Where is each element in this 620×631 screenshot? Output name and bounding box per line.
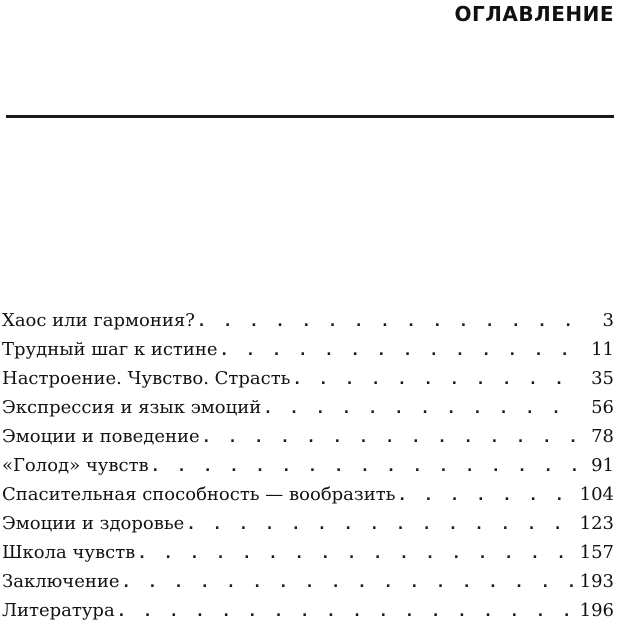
toc-entry-title: Заключение: [2, 571, 120, 592]
toc-entry-title: Спасительная способность — вообразить: [2, 484, 396, 505]
toc-entry: [2, 393, 614, 422]
toc-entry-title: Школа чувств: [2, 542, 136, 563]
toc-entry-title: «Голод» чувств: [2, 455, 149, 476]
toc-entry-page: 196: [579, 600, 614, 621]
toc-entry-title: Эмоции и поведение: [2, 426, 200, 447]
toc-entry-title: Трудный шаг к истине: [2, 339, 218, 360]
toc-entry-page: 123: [579, 513, 614, 534]
toc-entry: [2, 480, 614, 509]
dot-leader: [204, 424, 578, 453]
toc-entry: [2, 567, 614, 596]
toc-entry-page: 157: [579, 542, 614, 563]
toc-entry-title: Эмоции и здоровье: [2, 513, 185, 534]
toc-entry: [2, 538, 614, 567]
page-title: ОГЛАВЛЕНИЕ: [454, 2, 614, 26]
toc-entry-title: Настроение. Чувство. Страсть: [2, 368, 291, 389]
toc-entry-title: Литература: [2, 600, 115, 621]
toc-entry: [2, 364, 614, 393]
toc-entry-page: 35: [591, 368, 614, 389]
dot-leader: [265, 395, 578, 424]
dot-leader: [400, 482, 574, 511]
dot-leader: [139, 540, 573, 569]
toc-entry: [2, 306, 614, 335]
toc-entry-title: Экспрессия и язык эмоций: [2, 397, 262, 418]
toc-entry: [2, 335, 614, 364]
dot-leader: [124, 569, 574, 598]
table-of-contents: [2, 306, 614, 625]
toc-entry-page: 3: [602, 310, 614, 331]
toc-entry: [2, 596, 614, 625]
toc-entry-page: 78: [591, 426, 614, 447]
dot-leader: [199, 308, 578, 337]
toc-entry: [2, 422, 614, 451]
dot-leader: [119, 598, 574, 627]
toc-entry: [2, 509, 614, 538]
dot-leader: [294, 366, 578, 395]
toc-entry-page: 56: [591, 397, 614, 418]
toc-entry-page: 11: [591, 339, 614, 360]
dot-leader: [153, 453, 578, 482]
horizontal-rule: [6, 115, 614, 118]
toc-entry: [2, 451, 614, 480]
toc-entry-title: Хаос или гармония?: [2, 310, 195, 331]
toc-entry-page: 104: [579, 484, 614, 505]
toc-entry-page: 193: [579, 571, 614, 592]
dot-leader: [222, 337, 578, 366]
toc-entry-page: 91: [591, 455, 614, 476]
dot-leader: [188, 511, 573, 540]
